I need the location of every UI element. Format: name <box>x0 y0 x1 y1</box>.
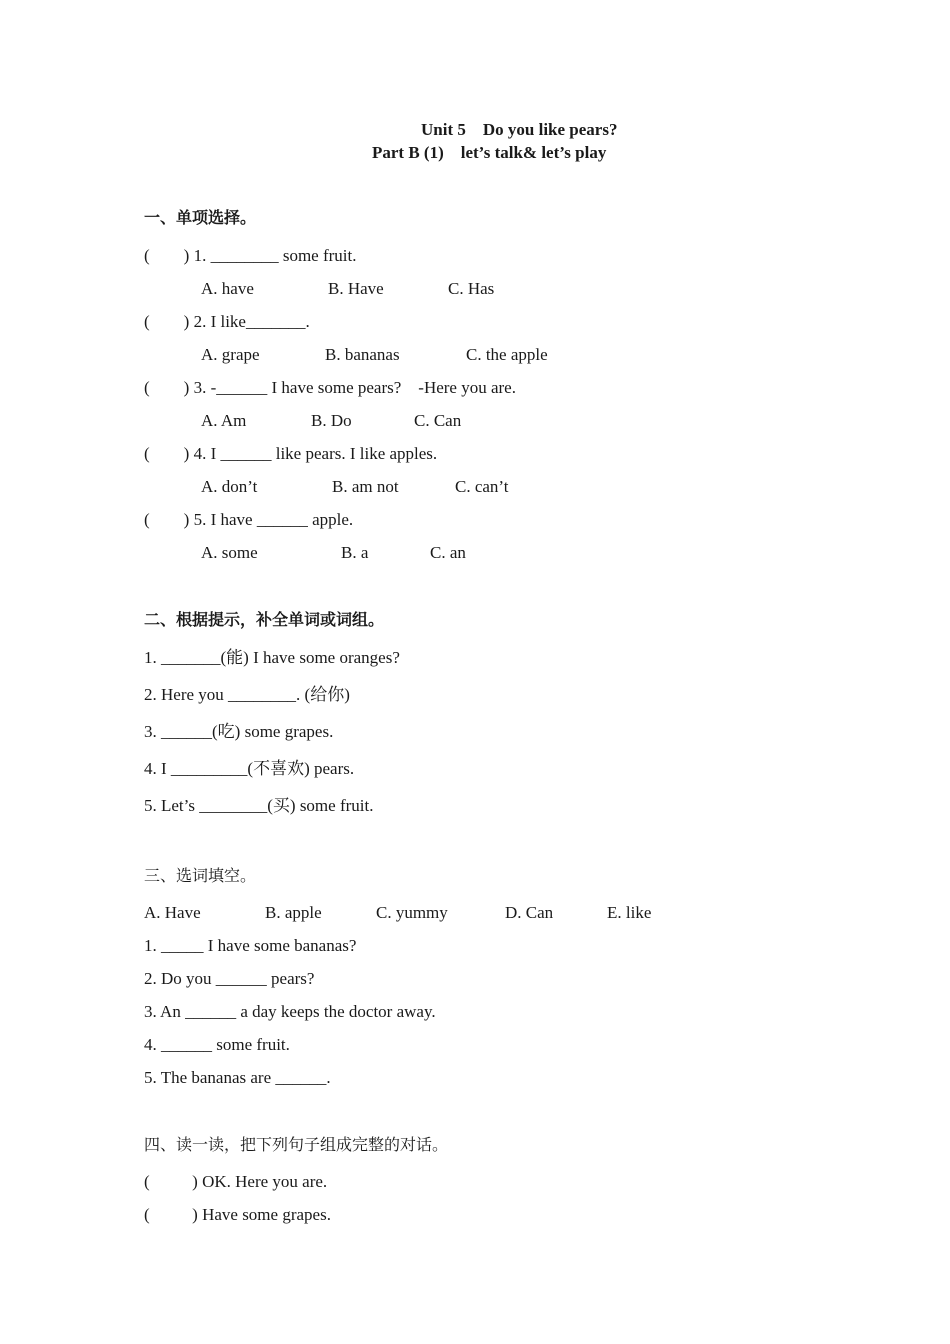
section4-item-2: ( ) Have some grapes. <box>144 1205 331 1224</box>
section3-item-4: 4. ______ some fruit. <box>144 1035 290 1054</box>
section3-item-1: 1. _____ I have some bananas? <box>144 936 357 955</box>
question-3-option-a: A. Am <box>201 411 247 430</box>
question-2-stem: ( ) 2. I like_______. <box>144 312 310 331</box>
word-choice-b: B. apple <box>265 903 322 922</box>
question-4-option-a: A. don’t <box>201 477 258 496</box>
section2-item-1: 1. _______(能) I have some oranges? <box>144 648 400 667</box>
section3-item-3: 3. An ______ a day keeps the doctor away. <box>144 1002 436 1021</box>
question-3-option-b: B. Do <box>311 411 352 430</box>
question-1-stem: ( ) 1. ________ some fruit. <box>144 246 357 265</box>
question-3-stem: ( ) 3. -______ I have some pears? -Here you are. <box>144 378 516 397</box>
question-2-option-a: A. grape <box>201 345 260 364</box>
question-5-stem: ( ) 5. I have ______ apple. <box>144 510 354 529</box>
question-2-option-b: B. bananas <box>325 345 400 364</box>
question-1-option-c: C. Has <box>448 279 495 298</box>
word-choice-c: C. yummy <box>376 903 448 922</box>
section4-item-1: ( ) OK. Here you are. <box>144 1172 328 1191</box>
section2-item-5: 5. Let’s ________(买) some fruit. <box>144 796 374 815</box>
question-2-option-c: C. the apple <box>466 345 548 364</box>
question-4-option-c: C. can’t <box>455 477 509 496</box>
section2-heading: 二、根据提示，补全单词或词组。 <box>144 610 385 629</box>
section3-item-2: 2. Do you ______ pears? <box>144 969 315 988</box>
word-choice-e: E. like <box>607 903 652 922</box>
section2-item-3: 3. ______(吃) some grapes. <box>144 722 334 741</box>
question-4-stem: ( ) 4. I ______ like pears. I like apples. <box>144 444 438 463</box>
worksheet-title: Unit 5 Do you like pears? <box>421 120 618 139</box>
section2-item-2: 2. Here you ________. (给你) <box>144 685 350 704</box>
section3-item-5: 5. The bananas are ______. <box>144 1068 331 1087</box>
question-5-option-c: C. an <box>430 543 466 562</box>
question-3-option-c: C. Can <box>414 411 462 430</box>
section2-item-4: 4. I _________(不喜欢) pears. <box>144 759 355 778</box>
word-choice-d: D. Can <box>505 903 554 922</box>
worksheet-subtitle: Part B (1) let’s talk& let’s play <box>372 143 607 162</box>
question-5-option-a: A. some <box>201 543 258 562</box>
question-5-option-b: B. a <box>341 543 369 562</box>
section4-heading: 四、读一读，把下列句子组成完整的对话。 <box>144 1135 449 1154</box>
word-choice-a: A. Have <box>144 903 201 922</box>
question-1-option-b: B. Have <box>328 279 384 298</box>
section1-heading: 一、单项选择。 <box>144 208 257 227</box>
question-1-option-a: A. have <box>201 279 254 298</box>
section3-heading: 三、选词填空。 <box>144 866 257 885</box>
question-4-option-b: B. am not <box>332 477 399 496</box>
